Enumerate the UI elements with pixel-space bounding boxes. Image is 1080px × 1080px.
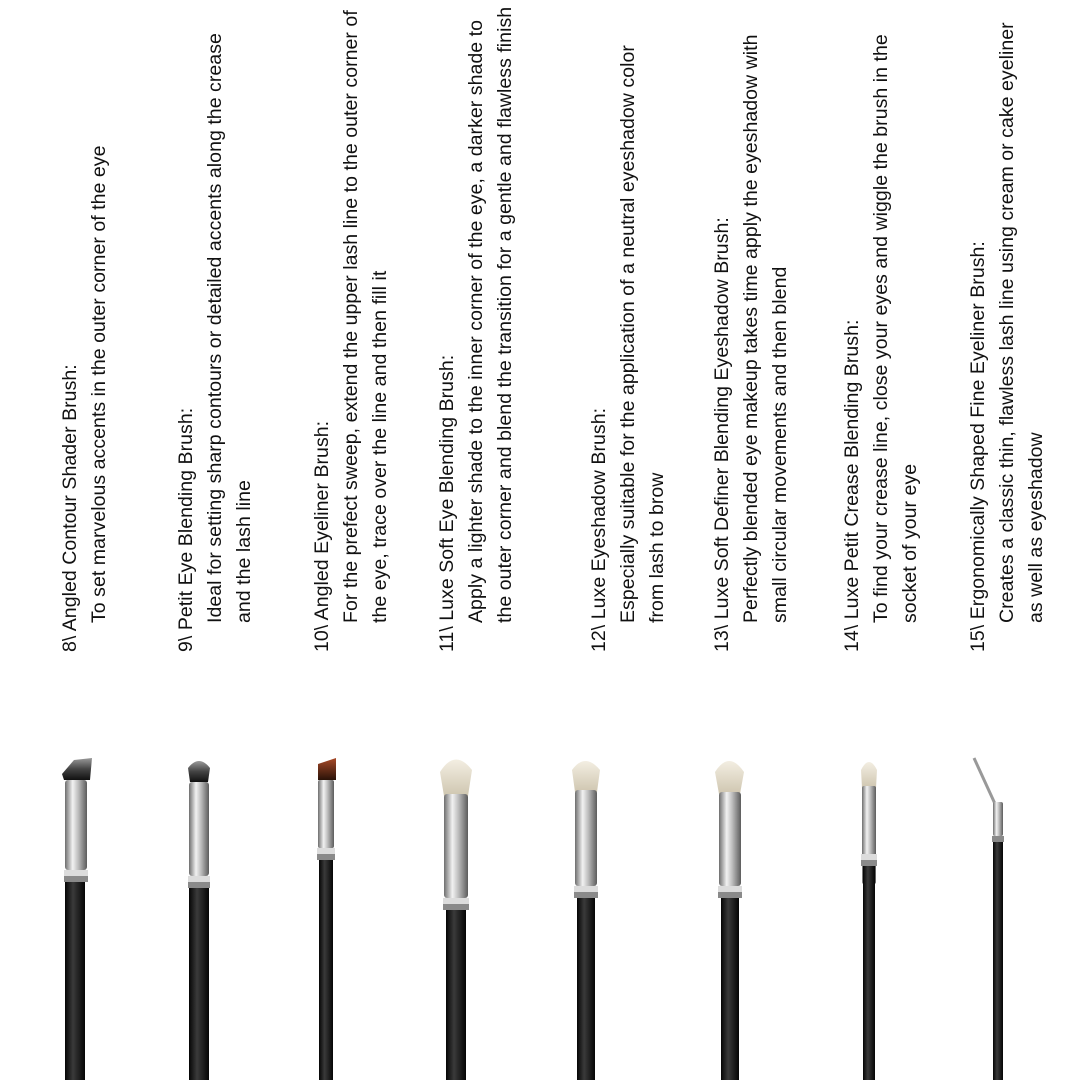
brush-15-title: 15\ Ergonomically Shaped Fine Eyeliner Brush: [967,241,989,652]
brush-8-image [62,758,92,1080]
brush-10-description: For the prefect sweep, extend the upper lash line to the outer corner of the eye, trace over the line and then fill it [340,10,391,623]
brush-illustrations [0,740,1080,1080]
brush-12-image [572,761,600,1080]
brush-9-title: 9\ Petit Eye Blending Brush: [175,407,197,652]
brush-8-description: To set marvelous accents in the outer corner of the eye [88,145,110,623]
brush-14-title: 14\ Luxe Petit Crease Blending Brush: [841,319,863,652]
brush-15-description: Creates a classic thin, flawless lash line using cream or cake eyeliner as well as eyeshadow [996,22,1047,623]
brush-13-text [708,2,795,652]
brush-11-image [440,759,472,1080]
brush-14-text [838,2,925,652]
brush-12-title: 12\ Luxe Eyeshadow Brush: [588,407,610,652]
brush-12-description: Especially suitable for the application of a neutral eyeshadow color from lash to brow [617,45,668,623]
brush-14-description: To find your crease line, close your eyes and wiggle the brush in the socket of your eye [870,34,921,623]
brush-13-title: 13\ Luxe Soft Definer Blending Eyeshadow Brush: [711,217,733,652]
brush-10-text [308,2,395,652]
brush-11-title: 11\ Luxe Soft Eye Blending Brush: [436,354,458,652]
brush-8-title: 8\ Angled Contour Shader Brush: [59,364,81,652]
brush-14-image [861,762,877,1080]
brush-11-description: Apply a lighter shade to the inner corner of the eye, a darker shade to the outer corner and blend the transition for a gentle and flawless finish [465,6,516,623]
brush-10-image [317,758,336,1080]
brush-13-description: Perfectly blended eye makeup takes time apply the eyeshadow with small circular movements and then blend [740,34,791,623]
brush-10-title: 10\ Angled Eyeliner Brush: [311,420,333,652]
brush-11-text [433,2,520,652]
brush-15-image [974,758,1004,1080]
brush-9-text [172,2,259,652]
brush-9-image [188,761,210,1080]
brush-12-text [585,2,672,652]
brush-13-image [715,761,744,1080]
brush-9-description: Ideal for setting sharp contours or detailed accents along the crease and the lash line [204,33,255,623]
brush-15-text [964,2,1051,652]
brush-8-text [56,2,114,652]
